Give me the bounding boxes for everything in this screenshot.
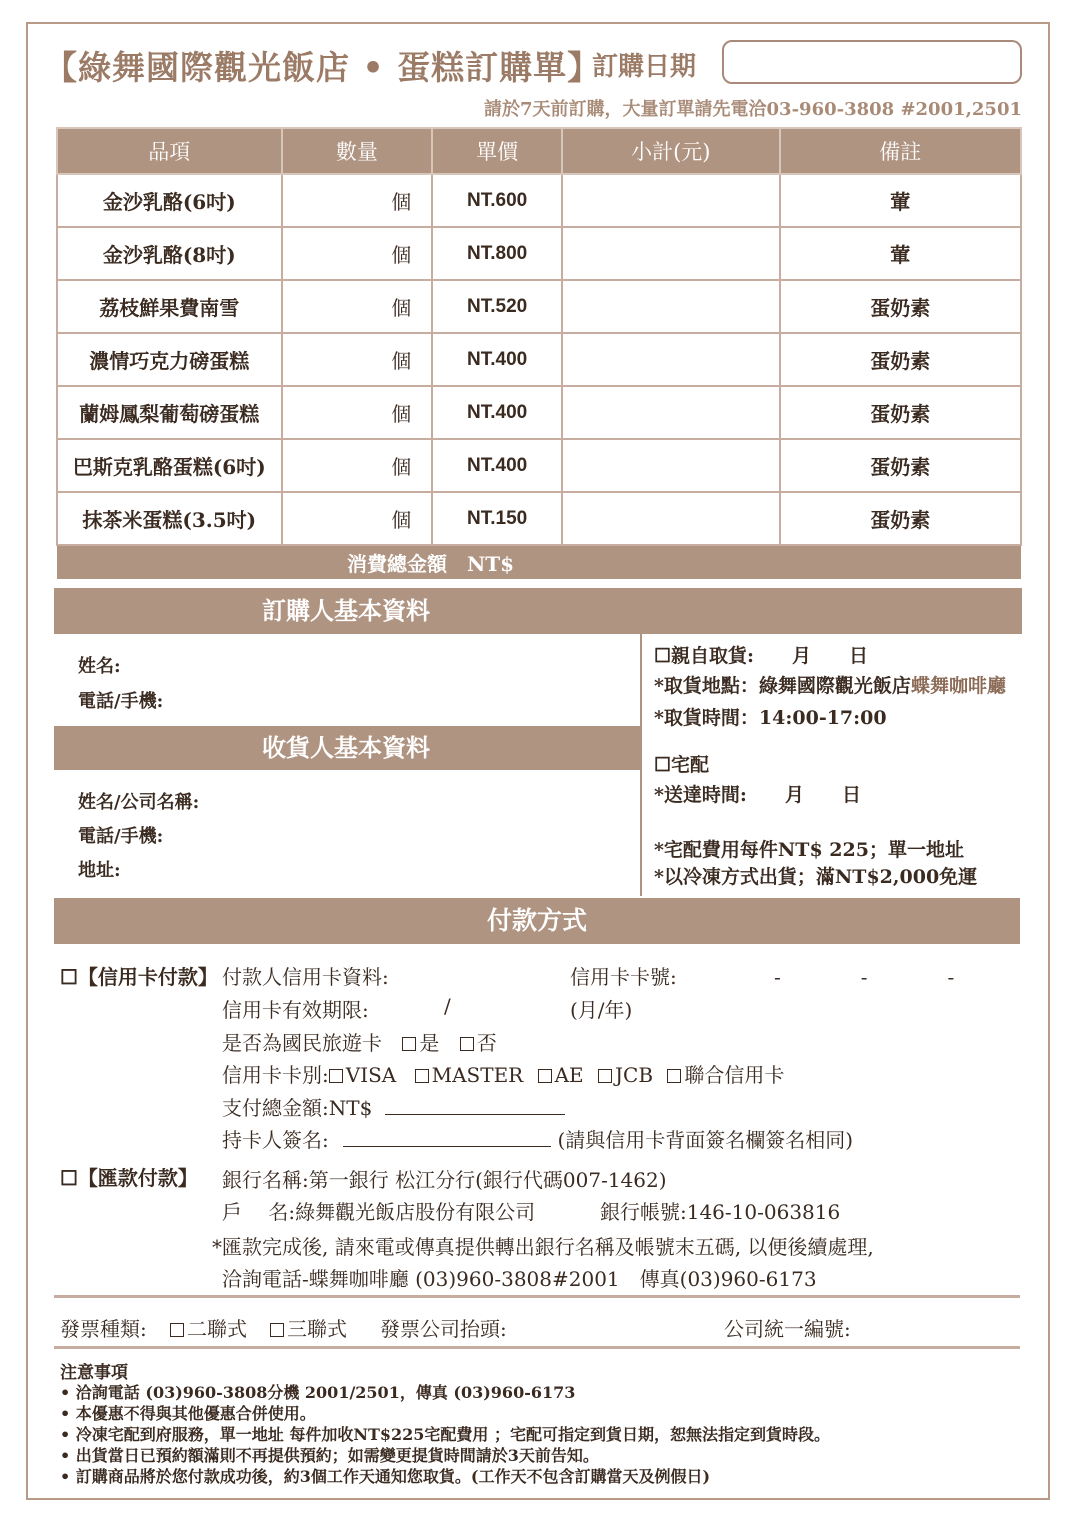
qty-field[interactable]: 個: [282, 227, 433, 280]
checkbox-icon: [538, 1069, 552, 1083]
subtotal-field[interactable]: [562, 333, 780, 386]
checkbox-icon: [329, 1069, 343, 1083]
card-expiry-label: 信用卡有效期限:: [222, 998, 369, 1022]
card-type-row: [222, 1059, 784, 1088]
receiver-name-label[interactable]: 姓名/公司名稱:: [78, 792, 200, 813]
delivery-option[interactable]: ☐宅配: [654, 754, 710, 776]
divider: [54, 1295, 1020, 1298]
checkbox-icon: [415, 1069, 429, 1083]
qty-field[interactable]: 個: [282, 439, 433, 492]
table-row: [57, 174, 1021, 227]
card-number-label: 信用卡卡號:: [570, 965, 677, 989]
account-name: 戶 名:綠舞觀光飯店股份有限公司: [222, 1200, 536, 1224]
col-item-header: 品項: [57, 128, 282, 174]
item-name: 金沙乳酪(8吋): [57, 227, 282, 280]
travel-card-question: [222, 1027, 497, 1056]
col-qty-header: 數量: [282, 128, 433, 174]
invoice-dual-label: 二聯式: [187, 1317, 247, 1341]
table-row: [57, 333, 1021, 386]
order-items-table: [56, 127, 1022, 579]
list-item: • 洽詢電話 (03)960-3808分機 2001/2501，傳真 (03)960-6173: [60, 1382, 830, 1403]
card-type-text: 聯合信用卡: [684, 1063, 785, 1087]
card-type-jcb[interactable]: [598, 1063, 653, 1087]
divider: [54, 1346, 1020, 1349]
item-name: 濃情巧克力磅蛋糕: [57, 333, 282, 386]
form-title: 【綠舞國際觀光飯店 • 蛋糕訂購單】: [44, 48, 602, 87]
travel-card-no[interactable]: [460, 1031, 497, 1055]
buyer-name-label[interactable]: 姓名:: [78, 656, 121, 677]
unit-price: NT.400: [432, 439, 562, 492]
checkbox-icon: [598, 1069, 612, 1083]
unit-price: NT.400: [432, 386, 562, 439]
subtotal-field[interactable]: [562, 439, 780, 492]
card-expiry-unit: (月/年): [570, 998, 633, 1022]
buyer-phone-label[interactable]: 電話/手機:: [78, 691, 164, 712]
order-notice: 請於7天前訂購，大量訂單請先電洽03-960-3808 #2001,2501: [484, 99, 1022, 120]
signature-note: (請與信用卡背面簽名欄簽名相同): [557, 1128, 854, 1152]
item-name: 金沙乳酪(6吋): [57, 174, 282, 227]
item-note: 蛋奶素: [780, 386, 1021, 439]
unit-price: NT.520: [432, 280, 562, 333]
travel-card-yes[interactable]: [402, 1031, 439, 1055]
unit-price: NT.150: [432, 492, 562, 545]
card-expiry-field[interactable]: /: [444, 994, 451, 1018]
qty-field[interactable]: 個: [282, 333, 433, 386]
item-note: 葷: [780, 174, 1021, 227]
total-label[interactable]: 消費總金額 NT$: [57, 545, 1021, 579]
contact-info: 洽詢電話-蝶舞咖啡廳 (03)960-3808#2001 傳真(03)960-6173: [222, 1267, 817, 1291]
item-note: 蛋奶素: [780, 439, 1021, 492]
item-note: 蛋奶素: [780, 492, 1021, 545]
yes-label: 是: [419, 1031, 440, 1055]
order-date-label: 訂購日期: [592, 52, 697, 82]
order-date-field[interactable]: [722, 40, 1022, 84]
payment-amount-row: [222, 1092, 565, 1121]
card-type-visa[interactable]: [329, 1063, 397, 1087]
invoice-triple-option[interactable]: [270, 1313, 347, 1342]
checkbox-icon: [270, 1323, 284, 1337]
table-row: [57, 227, 1021, 280]
receiver-phone-label[interactable]: 電話/手機:: [78, 826, 164, 847]
subtotal-field[interactable]: [562, 280, 780, 333]
item-note: 蛋奶素: [780, 333, 1021, 386]
table-row: [57, 280, 1021, 333]
card-type-master[interactable]: [415, 1063, 524, 1087]
signature-label: 持卡人簽名:: [222, 1128, 329, 1152]
no-label: 否: [476, 1031, 497, 1055]
delivery-fee-note: *宅配費用每件NT$ 225；單一地址: [654, 839, 964, 861]
credit-card-option[interactable]: ☐【信用卡付款】: [60, 965, 218, 989]
payment-amount-field[interactable]: [385, 1097, 565, 1115]
pickup-location: [654, 671, 1006, 698]
item-note: 葷: [780, 227, 1021, 280]
subtotal-field[interactable]: [562, 227, 780, 280]
checkbox-icon: [402, 1037, 416, 1051]
notes-list: [60, 1382, 830, 1487]
list-item: • 冷凍宅配到府服務，單一地址 每件加收NT$225宅配費用 ；宅配可指定到貨日期，恕無法指定到貨時段。: [60, 1424, 830, 1445]
payment-heading: 付款方式: [54, 898, 1020, 944]
card-type-text: MASTER: [431, 1063, 524, 1087]
subtotal-field[interactable]: [562, 386, 780, 439]
buyer-heading: 訂購人基本資料: [54, 588, 1022, 634]
col-note-header: 備註: [780, 128, 1021, 174]
unit-price: NT.400: [432, 333, 562, 386]
invoice-triple-label: 三聯式: [287, 1317, 347, 1341]
pickup-time: *取貨時間：14:00-17:00: [654, 707, 887, 729]
account-number: 銀行帳號:146-10-063816: [600, 1200, 841, 1224]
travel-card-label: 是否為國民旅遊卡: [222, 1031, 382, 1055]
item-name: 蘭姆鳳梨葡萄磅蛋糕: [57, 386, 282, 439]
card-type-union[interactable]: [667, 1063, 784, 1087]
list-item: • 本優惠不得與其他優惠合併使用。: [60, 1403, 830, 1424]
table-row: [57, 439, 1021, 492]
subtotal-field[interactable]: [562, 174, 780, 227]
item-name: 抹茶米蛋糕(3.5吋): [57, 492, 282, 545]
section-divider: [640, 634, 642, 896]
signature-field[interactable]: [343, 1129, 551, 1147]
table-row: [57, 492, 1021, 545]
list-item: • 出貨當日已預約額滿則不再提供預約；如需變更提貨時間請於3天前告知。: [60, 1445, 830, 1466]
card-type-text: VISA: [345, 1063, 397, 1087]
delivery-time: *送達時間: 月 日: [654, 784, 861, 806]
total-row: [57, 545, 1021, 579]
subtotal-field[interactable]: [562, 492, 780, 545]
card-info-label: 付款人信用卡資料:: [222, 965, 389, 989]
checkbox-icon: [170, 1323, 184, 1337]
item-note: 蛋奶素: [780, 280, 1021, 333]
unit-price: NT.600: [432, 174, 562, 227]
pickup-location-text: *取貨地點：綠舞國際觀光飯店: [654, 675, 911, 697]
col-price-header: 單價: [432, 128, 562, 174]
delivery-cold-note: *以冷凍方式出貨；滿NT$2,000免運: [654, 866, 978, 888]
notes-title: 注意事項: [60, 1363, 128, 1383]
invoice-tax-id-label[interactable]: 公司統一編號:: [724, 1317, 851, 1341]
self-pickup-option[interactable]: ☐親自取貨: 月 日: [654, 645, 869, 667]
table-header-row: [57, 128, 1021, 174]
qty-field[interactable]: 個: [282, 386, 433, 439]
bank-name: 銀行名稱:第一銀行 松江分行(銀行代碼007-1462): [222, 1168, 667, 1192]
card-type-ae[interactable]: [538, 1063, 584, 1087]
signature-row: [222, 1124, 853, 1153]
unit-price: NT.800: [432, 227, 562, 280]
transfer-note: *匯款完成後, 請來電或傳真提供轉出銀行名稱及帳號末五碼, 以便後續處理,: [212, 1235, 874, 1259]
list-item: • 訂購商品將於您付款成功後，約3個工作天通知您取貨。(工作天不包含訂購當天及例假日): [60, 1466, 830, 1487]
table-row: [57, 386, 1021, 439]
item-name: 巴斯克乳酪蛋糕(6吋): [57, 439, 282, 492]
receiver-heading: 收貨人基本資料: [54, 726, 640, 770]
receiver-address-label[interactable]: 地址:: [78, 860, 121, 881]
card-type-text: JCB: [615, 1063, 654, 1087]
invoice-dual-option[interactable]: [170, 1313, 247, 1342]
payment-amount-label: 支付總金額:NT$: [222, 1096, 373, 1120]
card-number-field[interactable]: - - -: [774, 965, 955, 989]
card-type-label: 信用卡卡別:: [222, 1063, 329, 1087]
qty-field[interactable]: 個: [282, 174, 433, 227]
item-name: 荔枝鮮果費南雪: [57, 280, 282, 333]
pickup-location-highlight: 蝶舞咖啡廳: [910, 675, 1006, 697]
checkbox-icon: [667, 1069, 681, 1083]
checkbox-icon: [460, 1037, 474, 1051]
col-subtotal-header: 小計(元): [562, 128, 780, 174]
invoice-type-label: 發票種類:: [60, 1317, 147, 1341]
qty-field[interactable]: 個: [282, 280, 433, 333]
bank-transfer-option[interactable]: ☐【匯款付款】: [60, 1166, 198, 1190]
card-type-text: AE: [554, 1063, 584, 1087]
qty-field[interactable]: 個: [282, 492, 433, 545]
invoice-company-label[interactable]: 發票公司抬頭:: [380, 1317, 507, 1341]
